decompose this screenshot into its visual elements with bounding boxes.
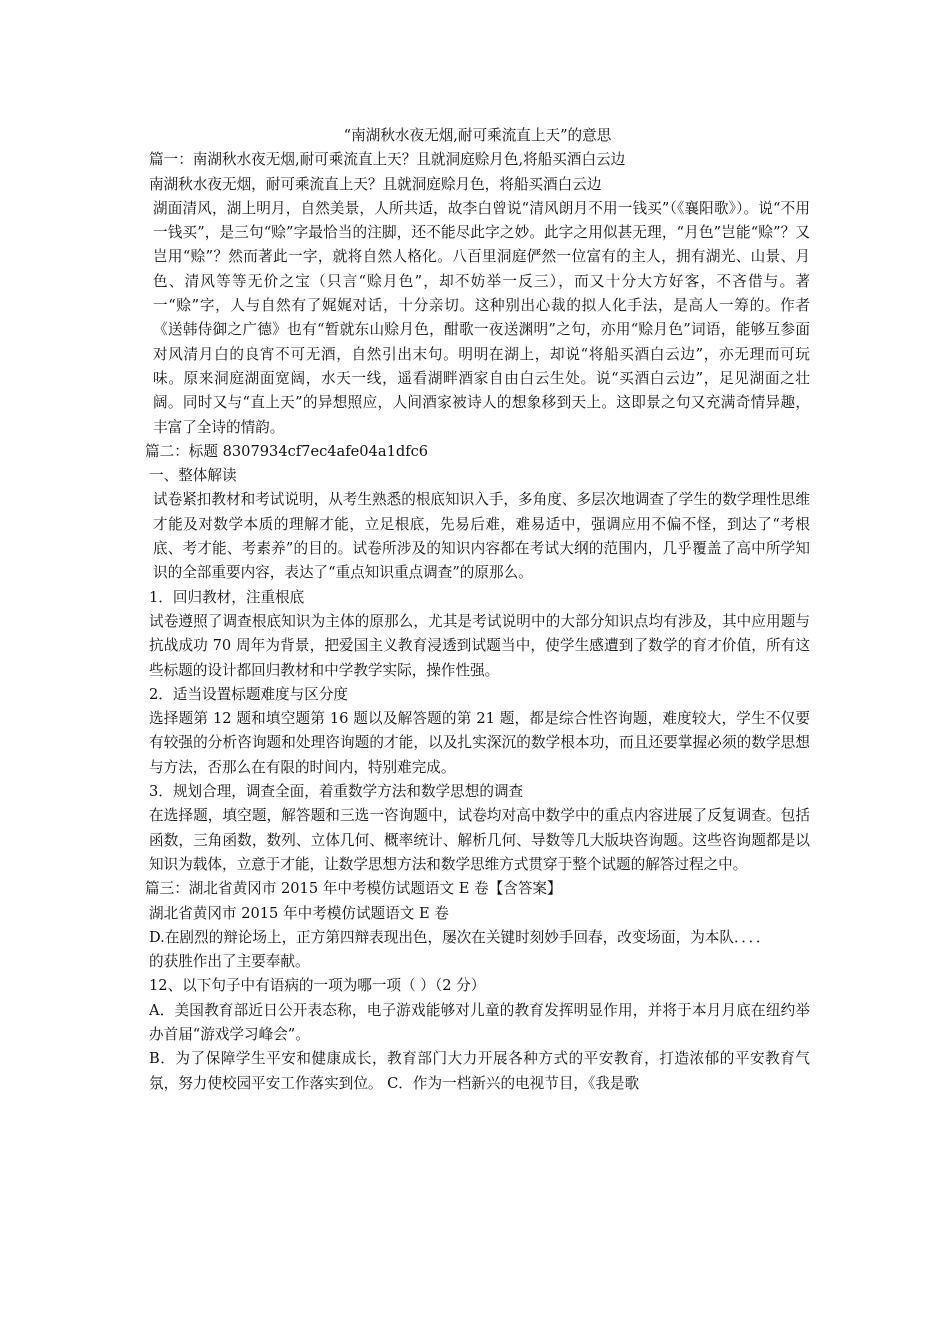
option-b-c: B．为了保障学生平安和健康成长，教育部门大力开展各种方式的平安教育，打造浓郁的平安教育气氛，努力使校园平安工作落实到位。 C．作为一档新兴的电视节目，《我是歌 xyxy=(149,1050,810,1092)
exam-title: 湖北省黄冈市 2015 年中考模仿试题语文 E 卷 xyxy=(149,904,449,922)
essay-3-heading: 篇三：湖北省黄冈市 2015 年中考模仿试题语文 E 卷【含答案】 xyxy=(145,880,562,898)
essay-2-intro: 试卷紧扣教材和考试说明，从考生熟悉的根底知识入手，多角度、多层次地调查了学生的数学理性思维才能及对数学本质的理解才能，立足根底，先易后难，难易适中，强调应用不偏不怪，到达了“考根底、考才能、考素养”的目的。试卷所涉及的知识内容都在考试大纲的范围内，几乎覆盖了高中所学知识的全部重要内容，表达了“重点知识重点调查”的原那么。 xyxy=(153,491,810,582)
subsection-body-3: 在选择题，填空题，解答题和三选一咨询题中，试卷均对高中数学中的重点内容进展了反复调查。包括函数，三角函数，数列、立体几何、概率统计、解析几何、导数等几大版块咨询题。这些咨询题都是以知识为载体，立意于才能，让数学思想方法和数学思维方式贯穿于整个试题的解答过程之中。 xyxy=(149,807,810,873)
option-d: D.在剧烈的辩论场上，正方第四辩表现出色，屡次在关键时刻妙手回春，改变场面，为本队．．．． xyxy=(149,928,771,946)
question-12: 12、以下句子中有语病的一项为哪一项（ ）（2 分） xyxy=(149,977,486,995)
essay-1-heading: 篇一：南湖秋水夜无烟,耐可乘流直上天？且就洞庭赊月色,将船买酒白云边 xyxy=(149,151,626,169)
subsection-heading-3: 3．规划合理，调查全面，着重数学方法和数学思想的调查 xyxy=(149,783,524,801)
option-a: A．美国教育部近日公开表态称，电子游戏能够对儿童的教育发挥明显作用，并将于本月月底在纽约举办首届“游戏学习峰会”。 xyxy=(149,1001,810,1043)
subsection-heading-2: 2．适当设置标题难度与区分度 xyxy=(149,685,349,703)
section-heading: 一、整体解读 xyxy=(149,467,237,485)
document-title: “南湖秋水夜无烟,耐可乘流直上天”的意思 xyxy=(343,127,612,144)
subsection-body-2: 选择题第 12 题和填空题第 16 题以及解答题的第 21 题，都是综合性咨询题，难度较大，学生不仅要有较强的分析咨询题和处理咨询题的才能，以及扎实深沉的数学根本功，而且还要掌握必须的数学思想与方法，否那么在有限的时间内，特别难完成。 xyxy=(149,710,810,776)
essay-2-heading: 篇二：标题 8307934cf7ec4afe04a1dfc6 xyxy=(145,442,429,460)
document-page xyxy=(145,124,810,1096)
poem-line: 南湖秋水夜无烟，耐可乘流直上天？且就洞庭赊月色，将船买酒白云边 xyxy=(149,175,602,193)
essay-1-body: 湖面清风，湖上明月，自然美景，人所共适，故李白曾说“清风朗月不用一钱买”（《襄阳歌》）。说“不用一钱买”，是三句“赊”字最恰当的注脚，还不能尽此字之妙。此字之用似甚无理，“月色”岂能“赊”？又岂用“赊”？然而著此一字，就将自然人格化。八百里洞庭俨然一位富有的主人，拥有湖光、山景、月色、清风等等无价之宝（只言“赊月色”，却不妨举一反三），而又十分大方好客，不吝借与。著一“赊”字，人与自然有了娓娓对话，十分亲切。这种别出心裁的拟人化手法，是高人一筹的。作者《送韩侍御之广德》也有“暂就东山赊月色，酣歌一夜送渊明”之句，亦用“赊月色”词语，能够互参面对风清月白的良宵不可无酒，自然引出末句。明明在湖上，却说“将船买酒白云边”，亦无理而可玩味。原来洞庭湖面宽阔，水天一线，遥看湖畔酒家自由白云生处。说“买酒白云边”，足见湖面之壮阔。同时又与“直上天”的异想照应，人间酒家被诗人的想象移到天上。这即景之句又充满奇情异趣，丰富了全诗的情韵。 xyxy=(153,199,810,436)
subsection-heading-1: 1．回归教材，注重根底 xyxy=(149,588,305,606)
subsection-body-1: 试卷遵照了调查根底知识为主体的原那么，尤其是考试说明中的大部分知识点均有涉及，其中应用题与抗战成功 70 周年为背景，把爱国主义教育浸透到试题当中，使学生感遭到了数学的育才价值，所有这些标题的设计都回归教材和中学教学实际，操作性强。 xyxy=(149,612,810,679)
option-d-continued: 的获胜作出了主要奉献。 xyxy=(149,953,310,971)
